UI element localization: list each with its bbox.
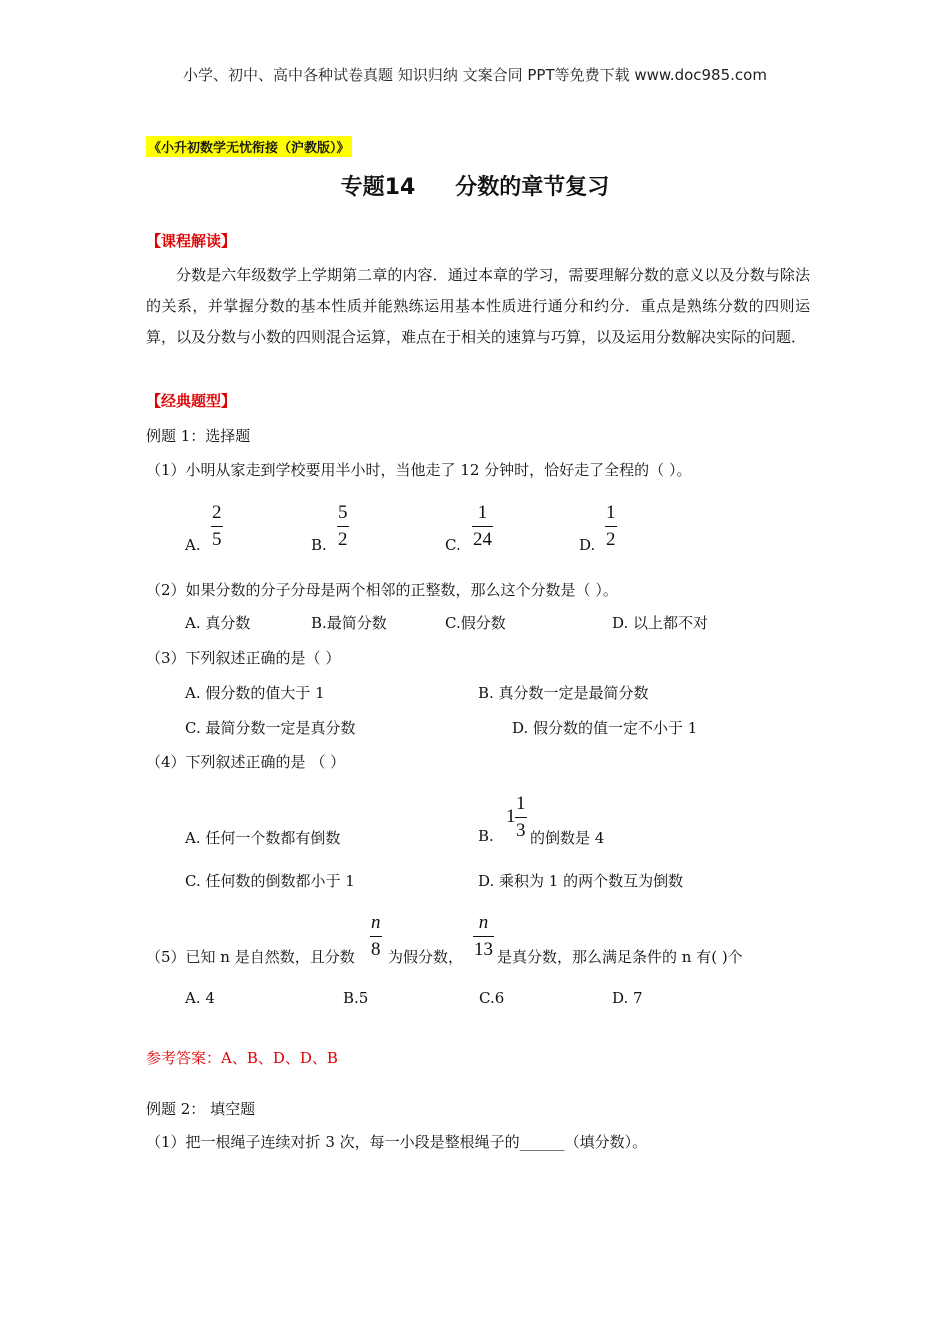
q5-stem-part3: 是真分数，那么满足条件的 n 有( )个	[497, 948, 743, 966]
reference-answer: 参考答案：A、B、D、D、B	[146, 1049, 338, 1067]
q1-option-d-letter: D.	[579, 536, 596, 554]
fraction-denominator: 3	[516, 820, 526, 841]
q5-option-b: B.5	[343, 989, 369, 1007]
fraction-bar	[605, 526, 617, 527]
topic-number: 专题14	[340, 175, 416, 200]
q1-stem: （1）小明从家走到学校要用半小时，当他走了 12 分钟时，恰好走了全程的（ ）。	[146, 461, 692, 479]
fraction-denominator: 2	[338, 529, 348, 550]
example-1-label: 例题 1：选择题	[146, 427, 251, 445]
fraction-denominator: 8	[371, 939, 381, 960]
page-header-banner: 小学、初中、高中各种试卷真题 知识归纳 文案合同 PPT等免费下载 www.doc985.com	[183, 66, 767, 84]
q1-option-c-fraction	[472, 502, 493, 551]
fraction-numerator: 1	[606, 502, 616, 523]
q2-option-a: A. 真分数	[185, 614, 251, 632]
fraction-bar	[370, 936, 382, 937]
fraction-numerator: 2	[212, 502, 222, 523]
series-title-highlight: 《小升初数学无忧衔接（沪教版）》	[146, 136, 352, 157]
mixed-number-fraction	[515, 793, 527, 842]
fraction-numerator: 1	[477, 502, 488, 523]
ex2-q1-stem: （1）把一根绳子连续对折 3 次，每一小段是整根绳子的______（填分数）。	[146, 1133, 648, 1151]
q5-option-a: A. 4	[185, 989, 215, 1007]
q5-fraction-n-over-8	[370, 912, 382, 961]
q3-option-a: A. 假分数的值大于 1	[185, 684, 325, 702]
q5-fraction-n-over-13	[473, 912, 494, 961]
intro-paragraph: 分数是六年级数学上学期第二章的内容．通过本章的学习，需要理解分数的意义以及分数与除法的关系，并掌握分数的基本性质并能熟练运用基本性质进行通分和约分．重点是熟练分数的四则运算，以及分数与小数的四则混合运算，难点在于相关的速算与巧算，以及运用分数解决实际的问题．	[146, 266, 810, 346]
q5-option-d: D. 7	[612, 989, 643, 1007]
fraction-numerator: 5	[338, 502, 348, 523]
q3-stem: （3）下列叙述正确的是（ ）	[146, 649, 341, 667]
fraction-denominator: 2	[606, 529, 616, 550]
q1-option-b-letter: B.	[311, 536, 327, 554]
mixed-number-whole: 1	[506, 806, 516, 827]
fraction-numerator: 1	[516, 793, 526, 814]
example-2-label: 例题 2： 填空题	[146, 1100, 256, 1118]
q4-option-c: C. 任何数的倒数都小于 1	[185, 872, 355, 890]
q3-option-b: B. 真分数一定是最简分数	[478, 684, 649, 702]
fraction-denominator: 13	[474, 939, 493, 960]
q3-option-c: C. 最简分数一定是真分数	[185, 719, 356, 737]
q5-stem-part2: 为假分数，	[388, 948, 464, 966]
fraction-bar	[515, 817, 527, 818]
q2-option-c: C.假分数	[445, 614, 506, 632]
q1-option-a-fraction	[211, 502, 223, 551]
fraction-bar	[211, 526, 223, 527]
q1-option-a-letter: A.	[185, 536, 201, 554]
q1-option-b-fraction	[337, 502, 349, 551]
q4-option-b-text: 的倒数是 4	[530, 829, 605, 847]
q1-option-d-fraction	[605, 502, 617, 551]
q4-stem: （4）下列叙述正确的是 （ ）	[146, 753, 346, 771]
fraction-numerator: n	[478, 912, 489, 933]
fraction-bar	[472, 526, 493, 527]
q1-option-c-letter: C.	[445, 536, 461, 554]
fraction-denominator: 24	[473, 529, 492, 550]
fraction-bar	[337, 526, 349, 527]
q3-option-d: D. 假分数的值一定不小于 1	[512, 719, 698, 737]
q5-option-c: C.6	[479, 989, 505, 1007]
section-heading-course-reading: 【课程解读】	[146, 232, 237, 250]
q2-option-b: B.最简分数	[311, 614, 387, 632]
q2-option-d: D. 以上都不对	[612, 614, 709, 632]
q2-stem: （2）如果分数的分子分母是两个相邻的正整数，那么这个分数是（ ）。	[146, 581, 618, 599]
page-title	[0, 170, 950, 201]
fraction-numerator: n	[371, 912, 381, 933]
section-heading-classic-problems: 【经典题型】	[146, 392, 237, 410]
q4-option-b-letter: B.	[478, 827, 494, 845]
q4-option-d: D. 乘积为 1 的两个数互为倒数	[478, 872, 684, 890]
q5-stem-part1: （5）已知 n 是自然数，且分数	[146, 948, 355, 966]
topic-name: 分数的章节复习	[455, 175, 610, 200]
fraction-denominator: 5	[212, 529, 222, 550]
fraction-bar	[473, 936, 494, 937]
q4-option-a: A. 任何一个数都有倒数	[185, 829, 341, 847]
